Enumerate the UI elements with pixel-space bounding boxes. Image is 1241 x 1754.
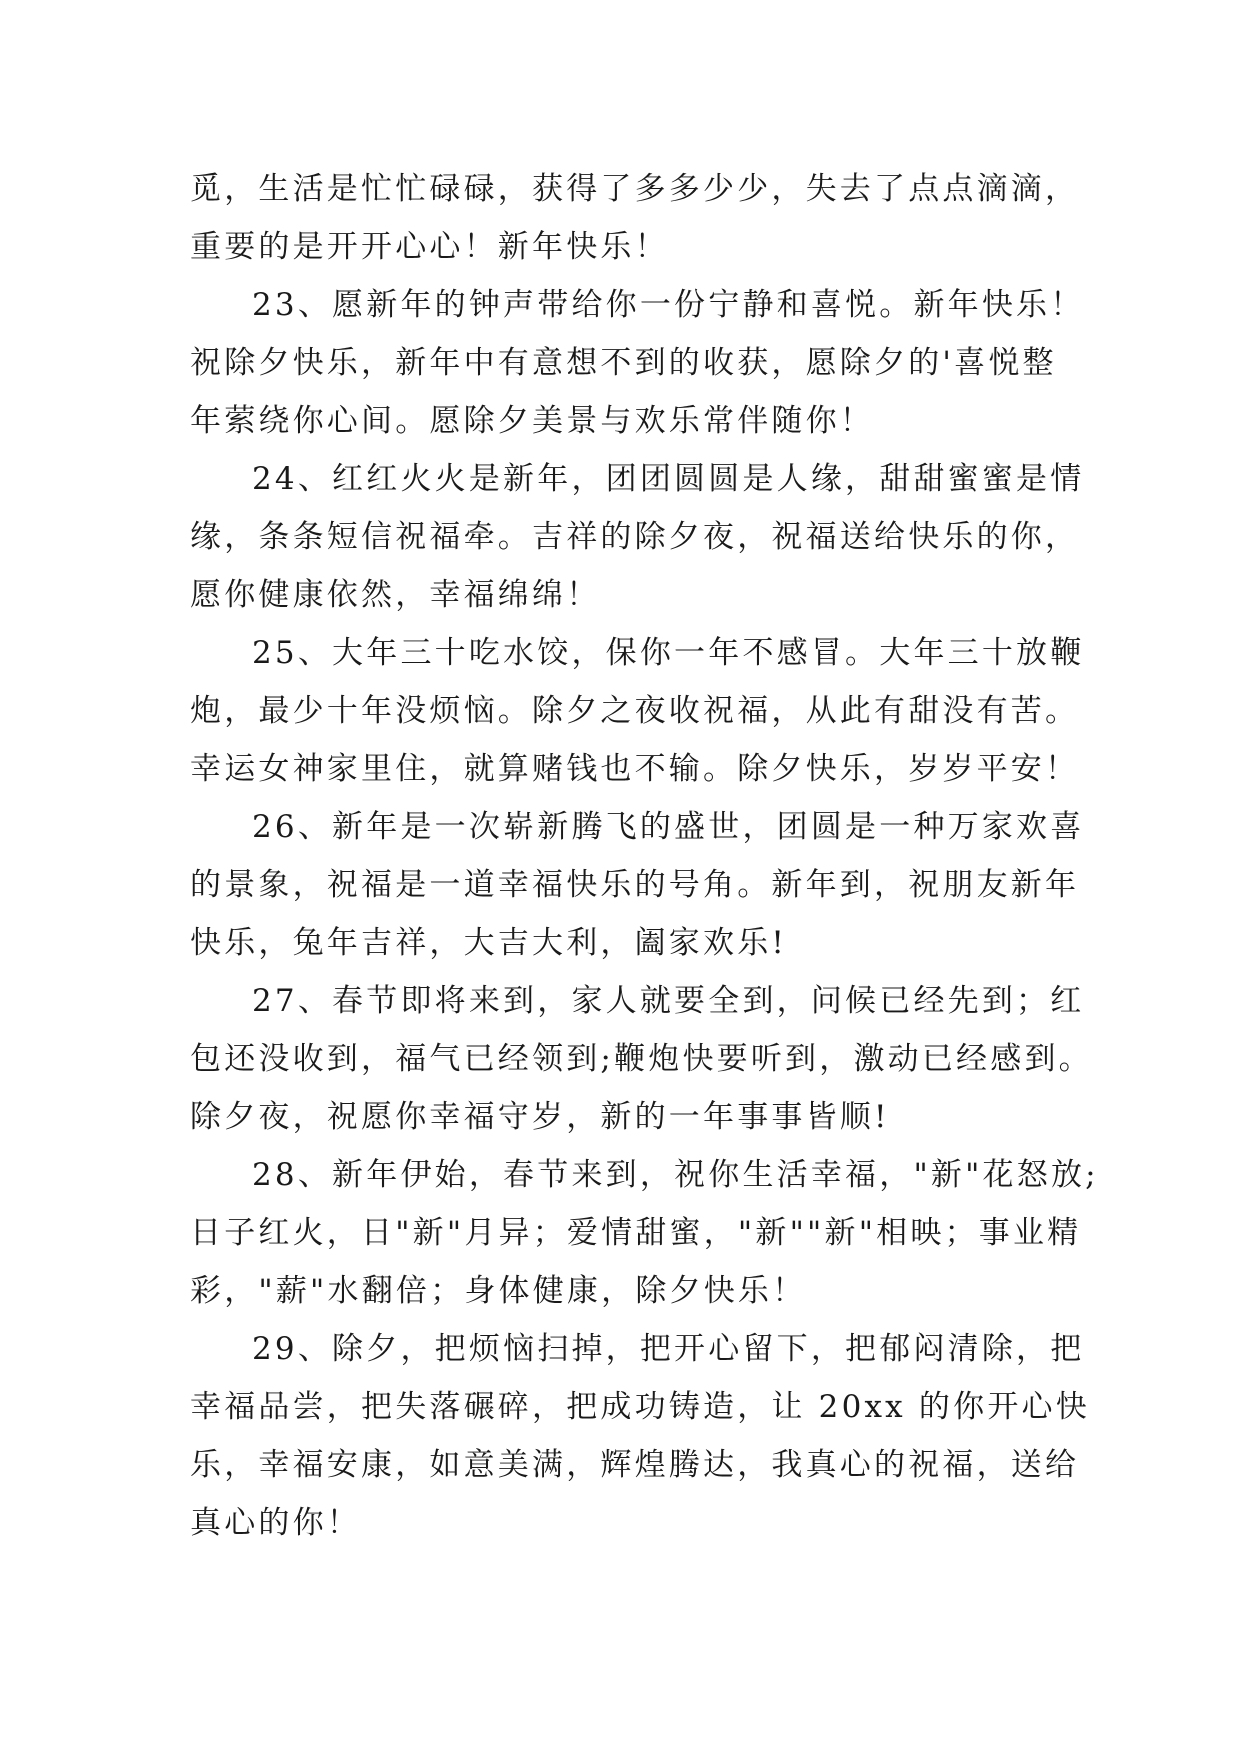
- text-line: 炮，最少十年没烦恼。除夕之夜收祝福，从此有甜没有苦。: [190, 693, 1080, 729]
- paragraph-27-start: 27、春节即将来到，家人就要全到，问候已经先到；红: [252, 983, 1085, 1019]
- text-line: 快乐，兔年吉祥，大吉大利，阖家欢乐!: [190, 925, 788, 961]
- paragraph-29-start: 29、除夕，把烦恼扫掉，把开心留下，把郁闷清除，把: [252, 1331, 1085, 1367]
- text-line: 幸福品尝，把失落碾碎，把成功铸造，让 20xx 的你开心快: [190, 1389, 1090, 1425]
- paragraph-28-start: 28、新年伊始，春节来到，祝你生活幸福，"新"花怒放;: [252, 1157, 1099, 1193]
- paragraph-24-start: 24、红红火火是新年，团团圆圆是人缘，甜甜蜜蜜是情: [252, 461, 1085, 497]
- text-line: 觅，生活是忙忙碌碌，获得了多多少少，失去了点点滴滴，: [190, 171, 1080, 207]
- text-line: 愿你健康依然，幸福绵绵！: [190, 577, 601, 613]
- text-line: 日子红火，日"新"月异；爱情甜蜜，"新""新"相映；事业精: [190, 1215, 1082, 1251]
- paragraph-26-start: 26、新年是一次崭新腾飞的盛世，团圆是一种万家欢喜: [252, 809, 1085, 845]
- text-line: 乐，幸福安康，如意美满，辉煌腾达，我真心的祝福，送给: [190, 1447, 1080, 1483]
- text-line: 年萦绕你心间。愿除夕美景与欢乐常伴随你！: [190, 403, 874, 439]
- text-line: 缘，条条短信祝福牵。吉祥的除夕夜，祝福送给快乐的你，: [190, 519, 1080, 555]
- text-line: 祝除夕快乐，新年中有意想不到的收获，愿除夕的'喜悦整: [190, 345, 1057, 381]
- text-line: 包还没收到，福气已经领到;鞭炮快要听到，激动已经感到。: [190, 1041, 1093, 1077]
- text-line: 的景象，祝福是一道幸福快乐的号角。新年到，祝朋友新年: [190, 867, 1080, 903]
- text-line: 彩，"薪"水翻倍；身体健康，除夕快乐！: [190, 1273, 807, 1309]
- text-line: 真心的你！: [190, 1505, 361, 1541]
- document-body: [190, 160, 1099, 1552]
- text-line: 除夕夜，祝愿你幸福守岁，新的一年事事皆顺!: [190, 1099, 890, 1135]
- text-line: 幸运女神家里住，就算赌钱也不输。除夕快乐，岁岁平安！: [190, 751, 1080, 787]
- paragraph-23-start: 23、愿新年的钟声带给你一份宁静和喜悦。新年快乐！: [252, 287, 1085, 323]
- text-line: 重要的是开开心心！新年快乐！: [190, 229, 669, 265]
- paragraph-25-start: 25、大年三十吃水饺，保你一年不感冒。大年三十放鞭: [252, 635, 1085, 671]
